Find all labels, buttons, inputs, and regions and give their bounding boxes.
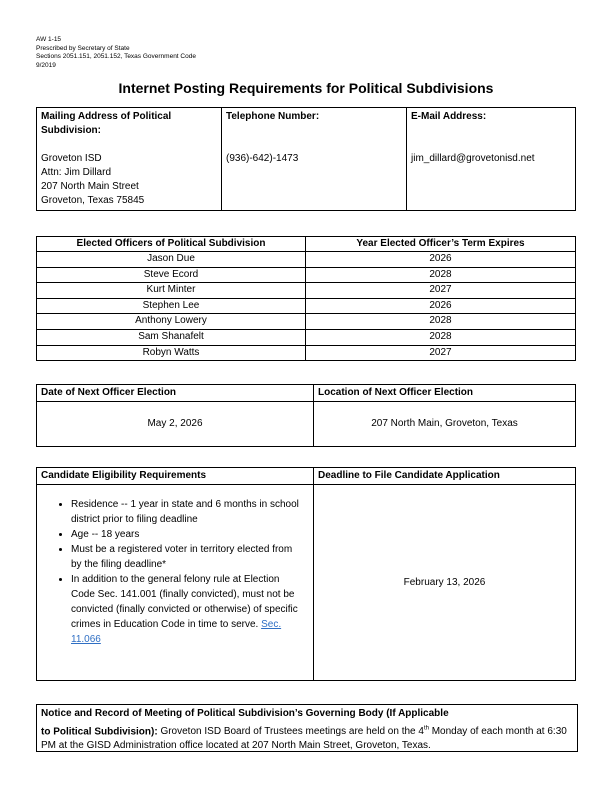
officer-term-year: 2028 xyxy=(306,314,576,330)
requirement-text: In addition to the general felony rule at Election Code Sec. 141.001 (finally convicted), must not be convicted (finally convicted or otherwise) of specific crimes in Education Code in time to serve. xyxy=(71,574,298,630)
candidate-table xyxy=(36,467,576,681)
officer-term-year: 2028 xyxy=(306,329,576,345)
telephone-value: (936)-642)-1473 xyxy=(226,153,299,164)
page-title: Internet Posting Requirements for Political Subdivisions xyxy=(118,80,494,96)
form-date: 9/2019 xyxy=(36,61,56,69)
officer-row xyxy=(37,252,576,268)
officer-name: Steve Ecord xyxy=(37,267,306,283)
requirements-list xyxy=(47,497,305,647)
meeting-notice-box xyxy=(36,704,578,752)
telephone-label: Telephone Number: xyxy=(226,111,320,122)
requirement-item: • Residence -- 1 year in state and 6 months in school district prior to filing deadline xyxy=(71,497,305,527)
officer-row xyxy=(37,267,576,283)
requirement-item xyxy=(71,572,305,647)
telephone-cell xyxy=(222,108,407,211)
email-cell xyxy=(407,108,576,211)
address-line: Groveton ISD xyxy=(41,153,102,164)
email-label: E-Mail Address: xyxy=(411,111,487,122)
officer-row xyxy=(37,298,576,314)
notice-label-line2: to Political Subdivision): xyxy=(41,725,158,737)
sections-reference: Sections 2051.151, 2051.152, Texas Government Code xyxy=(36,53,196,60)
email-value: jim_dillard@grovetonisd.net xyxy=(411,153,535,164)
officer-row xyxy=(37,283,576,299)
officer-name: Sam Shanafelt xyxy=(37,329,306,345)
deadline-label: Deadline to File Candidate Application xyxy=(314,468,576,485)
form-id: AW 1-15 xyxy=(36,36,62,43)
address-line: 207 North Main Street xyxy=(41,181,139,192)
officer-name: Stephen Lee xyxy=(37,298,306,314)
election-table xyxy=(36,384,576,447)
officer-term-year: 2028 xyxy=(306,267,576,283)
term-expires-column-header: Year Elected Officer’s Term Expires xyxy=(306,237,576,252)
officer-name: Jason Due xyxy=(37,252,306,268)
contact-table xyxy=(36,107,576,211)
education-code-link[interactable]: Sec. 11.066 xyxy=(71,619,282,645)
officers-column-header: Elected Officers of Political Subdivision xyxy=(37,237,306,252)
election-location-value: 207 North Main, Groveton, Texas xyxy=(314,402,576,447)
notice-label-line1: Notice and Record of Meeting of Political Subdivision’s Governing Body (If Applicable xyxy=(41,708,449,719)
officer-term-year: 2027 xyxy=(306,283,576,299)
election-location-label: Location of Next Officer Election xyxy=(314,385,576,402)
mailing-address-cell xyxy=(37,108,222,211)
form-header xyxy=(36,36,196,70)
officer-name: Kurt Minter xyxy=(37,283,306,299)
officers-table xyxy=(36,236,576,361)
notice-superscript: th xyxy=(423,725,429,732)
officer-row xyxy=(37,329,576,345)
eligibility-requirements-cell xyxy=(37,485,314,681)
officer-term-year: 2026 xyxy=(306,298,576,314)
address-line: Groveton, Texas 75845 xyxy=(41,195,145,206)
officer-row xyxy=(37,314,576,330)
election-date-label: Date of Next Officer Election xyxy=(37,385,314,402)
deadline-value: February 13, 2026 xyxy=(314,485,576,681)
officer-name: Robyn Watts xyxy=(37,345,306,361)
officer-name: Anthony Lowery xyxy=(37,314,306,330)
election-date-value: May 2, 2026 xyxy=(37,402,314,447)
officer-term-year: 2026 xyxy=(306,252,576,268)
officer-row xyxy=(37,345,576,361)
mailing-address-label: Mailing Address of Political Subdivision: xyxy=(41,111,172,136)
officer-term-year: 2027 xyxy=(306,345,576,361)
address-line: Attn: Jim Dillard xyxy=(41,167,112,178)
prescribed-by: Prescribed by Secretary of State xyxy=(36,44,130,52)
eligibility-label: Candidate Eligibility Requirements xyxy=(37,468,314,485)
notice-text-part: Groveton ISD Board of Trustees meetings are held on the 4 xyxy=(160,725,424,737)
notice-text-part: Monday of each month at 6:30 PM at the GISD Administration office located at 207 North Main Street, Groveton, Texas. xyxy=(41,725,567,752)
requirement-item: • Age -- 18 years xyxy=(71,527,305,542)
requirement-item: • Must be a registered voter in territory elected from by the filing deadline* xyxy=(71,542,305,572)
